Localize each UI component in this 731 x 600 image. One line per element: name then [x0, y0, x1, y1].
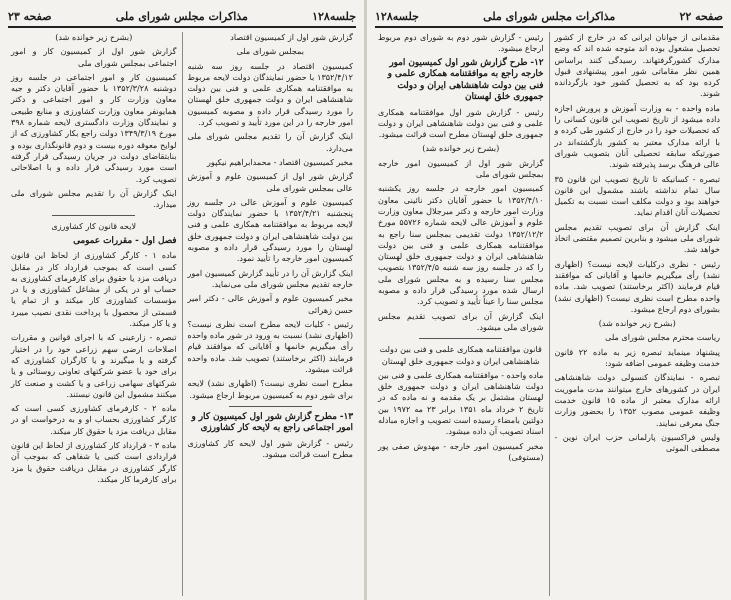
paragraph: اینک گزارش آن را تقدیم مجلس شورای ملی میدارد.: [11, 187, 177, 210]
paragraph: رئیس - گزارش شور اول موافقتنامه همکاری علمی و فنی بین دولت شاهنشاهی ایران و دولت جمهوری خلق لهستان مطرح است قرائت میشود.: [378, 106, 544, 140]
paragraph: اینک گزارش آن را در تأیید گزارش کمیسیون امور خارجه تقدیم مجلس شورای ملی می‌نماید.: [187, 267, 353, 289]
right-page-column-right: [550, 32, 726, 596]
right-page-columns: [373, 32, 725, 596]
left-running-title: مذاکرات مجلس شورای ملی: [115, 9, 248, 23]
left-page-number: صفحه ۲۳: [8, 9, 52, 23]
paragraph: مقدمانی از جوانان ایرانی که در خارج از کشور تحصیل مشغول بوده اند متوجه شده اند که وضع مدارک کشورگرفتهاند. رسیدگی کنند براساس همین نظر مقاماتی شور امور پیشنهادی قبول کرده بود که به تحصیل کشور خود بازگردانده شوند.: [554, 32, 720, 99]
right-session-label: جلسه۱۲۸: [375, 9, 419, 23]
paragraph: کمیسیون امور خارجه در جلسه روز یکشنبه ۱۳۵۲/۴/۱۰ با حضور آقایان دکتر نائینی معاون وزارت امور خارجه و دکتر میرجلال معاون وزارت علوم و آموزش عالی لایحه شماره ۵۵۷۲۶ مورخ ۱۳۵۲/۱۲/۲ دولت تقدیمی بمجلس سنا راجع به موافقتنامه همکاری علمی و فنی بین دولت شاهنشاهی ایران و دولت جمهوری خلق لهستان را که در جلسه روز سه شنبه ۱۳۵۲/۴/۵ بتصویب مجلس سنا رسیده و به مجلس شورای ملی ارسال شده مورد رسیدگی قرار داده و مصوبه مجلس سنا را عیناً تأیید و تصویب کرد.: [378, 183, 544, 307]
centered-line: قانون موافقتنامه همکاری علمی و فنی بین دولت شاهنشاهی ایران و دولت جمهوری خلق لهستان: [379, 344, 542, 366]
paragraph: رئیس - کلیات لایحه مطرح است نظری نیست؟ (اظهاری نشد) نسبت به ورود در شور ماده واحده رأی میگیریم خانمها و آقایانی که موافقند قیام فرمایند (اکثر برخاستند) تصویب شد. ماده واحده قرائت میشود.: [187, 318, 353, 375]
paragraph: ماده ۲ - کارفرمای کشاورزی کسی است که کارگر کشاورزی بحساب او و به درخواست او در مقابل دریافت مزد یا حقوق کار میکند.: [11, 403, 177, 436]
right-page: [367, 0, 731, 600]
paragraph: اینک گزارش آن برای تصویب تقدیم مجلس شورای ملی میشود و بنابرین تصمیم مقتضی اتخاذ خواهد شد.: [554, 221, 720, 255]
paragraph: اینک گزارش آن برای تصویب تقدیم مجلس شورای ملی میشود.: [378, 310, 544, 332]
paragraph: کمیسیون کار و امور اجتماعی در جلسه روز دوشنبه ۱۳۵۲/۳/۲۸ با حضور آقایان دکتر و جیه معاون وزارت کار و امور اجتماعی و دکتر همایونفر معاون وزارت کشاورزی و منابع طبیعی و نمایندگان وزارت دادگستری لایحه شماره ۳۹۸ مورخ ۱۳۴۹/۳/۱۹ دولت راجع بکار کشاورزی که از لوایح معوقه دوره بیست و دوم قانونگذاری بوده و بنابتقاضای دولت در جریان رسیدگی قرار گرفته است مورد رسیدگی قرار داده و با اصلاحاتی تصویب کرد.: [11, 71, 177, 184]
paragraph: ولیس فراکسیون پارلمانی حزب ایران نوین - مصطفی الموتی: [554, 431, 720, 454]
centered-line: (بشرح زیر خوانده شد): [55, 32, 133, 42]
paragraph: مخبر کمیسیون علوم و آموزش عالی - دکتر امیر حسن زهرائی: [187, 293, 353, 315]
paragraph: ریاست محترم مجلس شورای ملی: [605, 332, 720, 343]
left-page-column-left: [6, 32, 183, 596]
paragraph: تبصره - کسانیکه تا تاریخ تصویب این قانون ۳۵ سال تمام نداشته باشند مشمول این قانون خواهند بود و دولت مکلف است نسبت به تکمیل تحصیلات آنان اقدام نماید.: [554, 173, 720, 218]
paragraph: رئیس - گزارش شور دوم به شورای دوم مربوط ارجاع میشود.: [378, 32, 544, 54]
centered-line: بمجلس شورای ملی: [236, 46, 305, 57]
left-page-column-right: [183, 32, 359, 596]
section-heading: فصل اول - مقررات عمومی: [73, 235, 177, 246]
paragraph: کمیسیون اقتصاد در جلسه روز سه شنبه ۱۳۵۲/۴/۱۲ با حضور نمایندگان دولت لایحه مربوط به موافقتنامه همکاری علمی و فنی بین دولت شاهنشاهی ایران و دولت جمهوری خلق لهستان را مورد رسیدگی قرار داده و مصوبه کمیسیون امور خارجه را در این مورد تأیید و تصویب کرد.: [187, 60, 353, 128]
paragraph: مخبر کمیسیون اقتصاد - محمدابراهیم نیکپور: [207, 156, 353, 167]
right-running-title: مذاکرات مجلس شورای ملی: [483, 9, 616, 23]
section-heading: ۱۲- طرح گزارش شور اول کمیسیون امور خارجه راجع به موافقتنامه همکاری علمی و فنی بین دولت شاهنشاهی ایران و دولت جمهوری خلق لهستان: [387, 57, 544, 103]
section-divider: [419, 338, 502, 339]
paragraph: مطرح است نظری نیست؟ (اظهاری نشد) لایحه برای شور دوم به کمیسیون مربوط ارجاع میشود.: [187, 378, 353, 400]
paragraph: ماده واحده - موافقتنامه همکاری علمی و فنی بین دولت شاهنشاهی ایران و دولت جمهوری خلق لهستان مشتمل بر یک مقدمه و نه ماده که در تاریخ ۲ خرداد ماه ۱۳۵۱ برابر ۲۳ مه ۱۹۷۲ بین دولتین بامضاء رسیده است تصویب و اجازه مبادله اسناد تصویب آن داده میشود.: [378, 369, 544, 437]
centered-line: (بشرح زیر خوانده شد): [422, 143, 500, 154]
left-page-header: [8, 6, 356, 28]
paragraph: گزارش شور اول از کمیسیون اقتصاد: [230, 32, 353, 42]
centered-line: لایحه قانون کار کشاورزی: [51, 221, 137, 232]
paragraph: گزارش شور اول از کمیسیون کار و امور اجتماعی بمجلس شورای ملی: [11, 46, 177, 68]
paragraph: تبصره - زارعینی که با اجرای قوانین و مقررات اصلاحات ارضی سهم زراعی خود را در اختیار گرفته و یا میگیرند و یا کارگران کشاورزی که برای خود یا عضو شرکتهای تعاونی روستائی و یا شرکتهای سهامی زراعی و یا کشت و صنعت کار میکنند مشمول این قانون نیستند.: [11, 332, 177, 399]
left-page: [0, 0, 364, 600]
paragraph: ماده ۳ - قرارداد کار کشاورزی از لحاظ این قانون قراردادی است کتبی یا شفاهی که بموجب آن کارگر کشاورزی در مقابل دریافت حقوق یا مزد برای کارفرما کار میکند.: [11, 440, 177, 484]
paragraph: رئیس - نظری درکلیات لایحه نیست؟ (اظهاری نشد) رأی میگیریم خانمها و آقایانی که موافقند قیام فرمایند (اکثر برخاستند) تصویب شد. ماده واحده مطرح است نظری نیست؟ (اظهاری نشد) بشورای دوم ارجاع میشود.: [554, 258, 720, 314]
section-heading: ۱۳- مطرح گزارش شور اول کمیسیون کار و امور اجتماعی راجع به لایحه کار کشاورزی: [191, 411, 353, 434]
right-page-header: [375, 6, 723, 28]
paragraph: ماده ۱ - کارگر کشاورزی از لحاظ این قانون کسی است که بموجب قرارداد کار در مقابل دریافت مزد یا حقوق برای کارفرمای کشاورزی به حساب او در یکی از مشاغل کشاورزی و یا در مؤسسات کشاورزی کار میکند و از تمام یا قسمتی از محصول با پرداخت نقدی نصیب میبرد و یا کار میکند.: [11, 250, 177, 329]
paragraph: گزارش شور اول از کمیسیون علوم و آموزش عالی بمجلس شورای ملی: [187, 171, 353, 193]
paragraph: تبصره - نمایندگان کنسولی دولت شاهنشاهی ایران در کشورهای خارج میتوانند مدت ماموریت ارائه مدارک معتبر از ماده ۱۵ قانون خدمت وظیفه عمومی مصوب ۱۳۵۲ را بحضور وزارت جنگ معرفی نمایند.: [554, 372, 721, 428]
left-session-label: جلسه۱۲۸: [312, 9, 356, 23]
paragraph: اینک گزارش آن را تقدیم مجلس شورای ملی می‌دارد.: [187, 131, 353, 153]
left-page-columns: [6, 32, 358, 596]
paragraph: رئیس - گزارش شور اول لایحه کار کشاورزی مطرح است قرائت میشود.: [187, 437, 353, 460]
right-page-number: صفحه ۲۲: [679, 9, 723, 23]
right-page-column-left: [373, 32, 550, 596]
section-divider: [229, 406, 312, 407]
paragraph: مخبر کمیسیون امور خارجه - مهدوش صفی پور (مستوفی): [378, 440, 544, 462]
paragraph: کمیسیون علوم و آموزش عالی در جلسه روز پنجشنبه ۱۳۵۲/۴/۲۱ با حضور نمایندگان دولت لایحه مربوط به موافقتنامه همکاری علمی و فنی بین دولت شاهنشاهی ایران و دولت جمهوری خلق لهستان را مورد رسیدگی قرار داده و مصوبه کمیسیون امور خارجه را تأیید نمود.: [187, 196, 353, 264]
paragraph: گزارش شور اول از کمیسیون امور خارجه بمجلس شورای ملی: [378, 157, 544, 180]
paragraph: پیشنهاد مینماید تبصره زیر به ماده ۲۲ قانون خدمت وظیفه عمومی اضافه شود:: [554, 346, 720, 369]
paragraph: ماده واحده - به وزارت آموزش و پرورش اجازه داده میشود از تاریخ تصویب این قانون کسانی را که تحصیلات خود را در خارج از کشور طی کرده و با ارائه مدارک معتبر به کشور بازگشته‌اند در صورتیکه سابقه تحصیلی آنان بتصویب شورای عالی فرهنگ برسد پذیرفته شوند.: [554, 102, 720, 170]
centered-line: (بشرح زیر خوانده شد): [598, 318, 676, 329]
section-divider: [52, 215, 135, 216]
